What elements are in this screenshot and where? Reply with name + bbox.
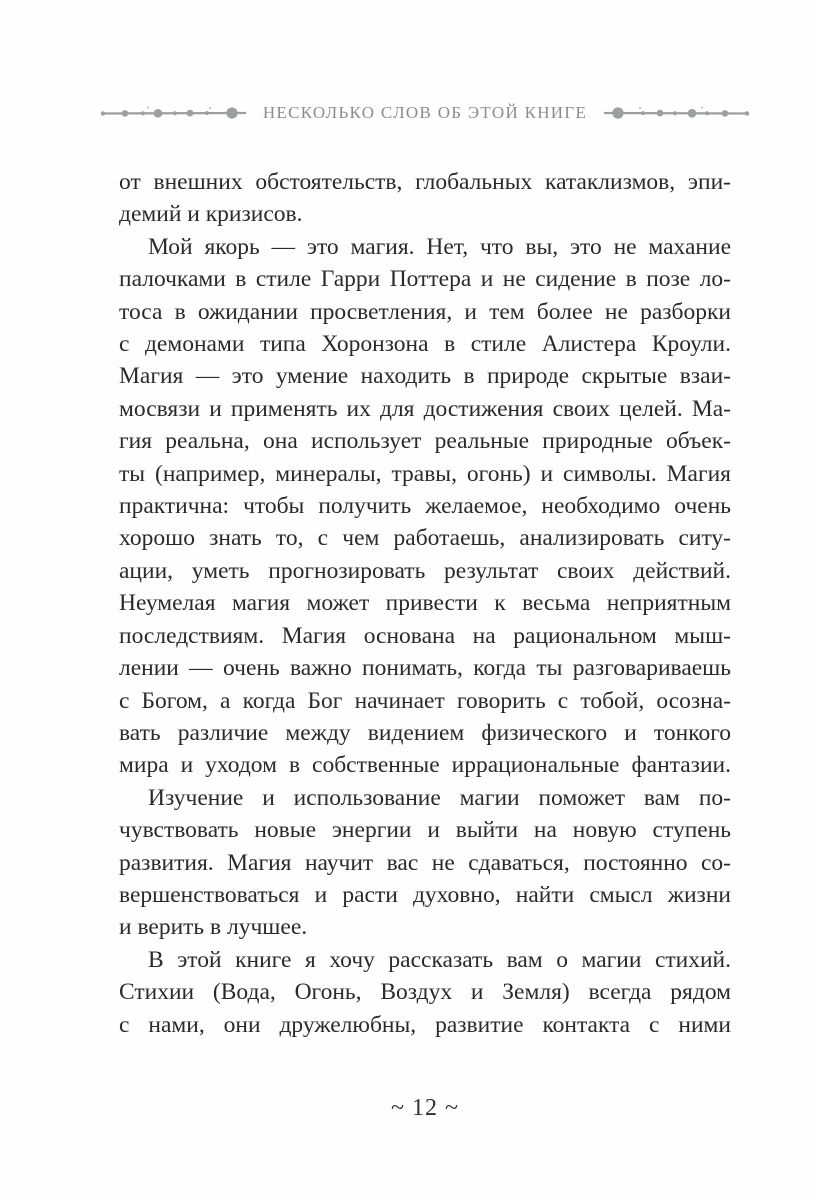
text-line: хорошо знать то, с чем работаешь, анализировать ситу-: [119, 525, 731, 552]
text-line: Изучение и использование магии поможет вам по-: [148, 784, 731, 811]
text-line: Стихии (Вода, Огонь, Воздух и Земля) всегда рядом: [119, 979, 731, 1006]
text-line: Магия — это умение находить в природе скрытые взаи-: [119, 363, 731, 390]
header-flourish-left-icon: [100, 104, 247, 122]
text-line: демий и кризисов.: [119, 201, 303, 228]
text-line: вершенствоваться и расти духовно, найти смысл жизни: [119, 881, 731, 908]
text-line: Мой якорь — это магия. Нет, что вы, это не махание: [148, 233, 731, 260]
text-line: от внешних обстоятельств, глобальных катаклизмов, эпи-: [119, 169, 731, 195]
text-line: чувствовать новые энергии и выйти на новую ступень: [119, 817, 731, 844]
text-line: вать различие между видением физического и тонкого: [119, 719, 731, 746]
text-line: лении — очень важно понимать, когда ты разговариваешь: [119, 655, 731, 682]
text-line: развития. Магия научит вас не сдаваться, постоянно со-: [119, 849, 731, 876]
text-line: ации, уметь прогнозировать результат своих действий.: [119, 557, 731, 584]
header-flourish-right-icon: [603, 104, 750, 122]
text-line: практична: чтобы получить желаемое, необходимо очень: [119, 493, 731, 520]
text-line: с демонами типа Хоронзона в стиле Алистера Кроули.: [119, 331, 731, 358]
text-line: Неумелая магия может привести к весьма неприятным: [119, 590, 731, 617]
page-number: ~ 12 ~: [391, 1095, 459, 1121]
text-line: и верить в лучшее.: [119, 914, 308, 941]
text-line: последствиям. Магия основана на рациональном мыш-: [119, 622, 731, 649]
text-line: гия реальна, она использует реальные природные объек-: [119, 428, 731, 455]
text-line: ты (например, минералы, травы, огонь) и символы. Магия: [119, 460, 731, 487]
text-line: мосвязи и применять их для достижения своих целей. Ма-: [119, 395, 731, 422]
text-line: В этой книге я хочу рассказать вам о магии стихий.: [148, 946, 731, 973]
text-line: с Богом, а когда Бог начинает говорить с тобой, осозна-: [119, 687, 731, 714]
text-line: палочками в стиле Гарри Поттера и не сидение в позе ло-: [119, 266, 731, 293]
page-body-text: [119, 166, 731, 1041]
text-line: мира и уходом в собственные иррациональные фантазии.: [119, 752, 731, 779]
text-line: с нами, они дружелюбны, развитие контакта с ними: [119, 1011, 731, 1038]
chapter-header: [119, 99, 731, 127]
chapter-title: НЕСКОЛЬКО СЛОВ ОБ ЭТОЙ КНИГЕ: [262, 103, 588, 122]
text-line: тоса в ожидании просветления, и тем более не разборки: [119, 298, 731, 325]
